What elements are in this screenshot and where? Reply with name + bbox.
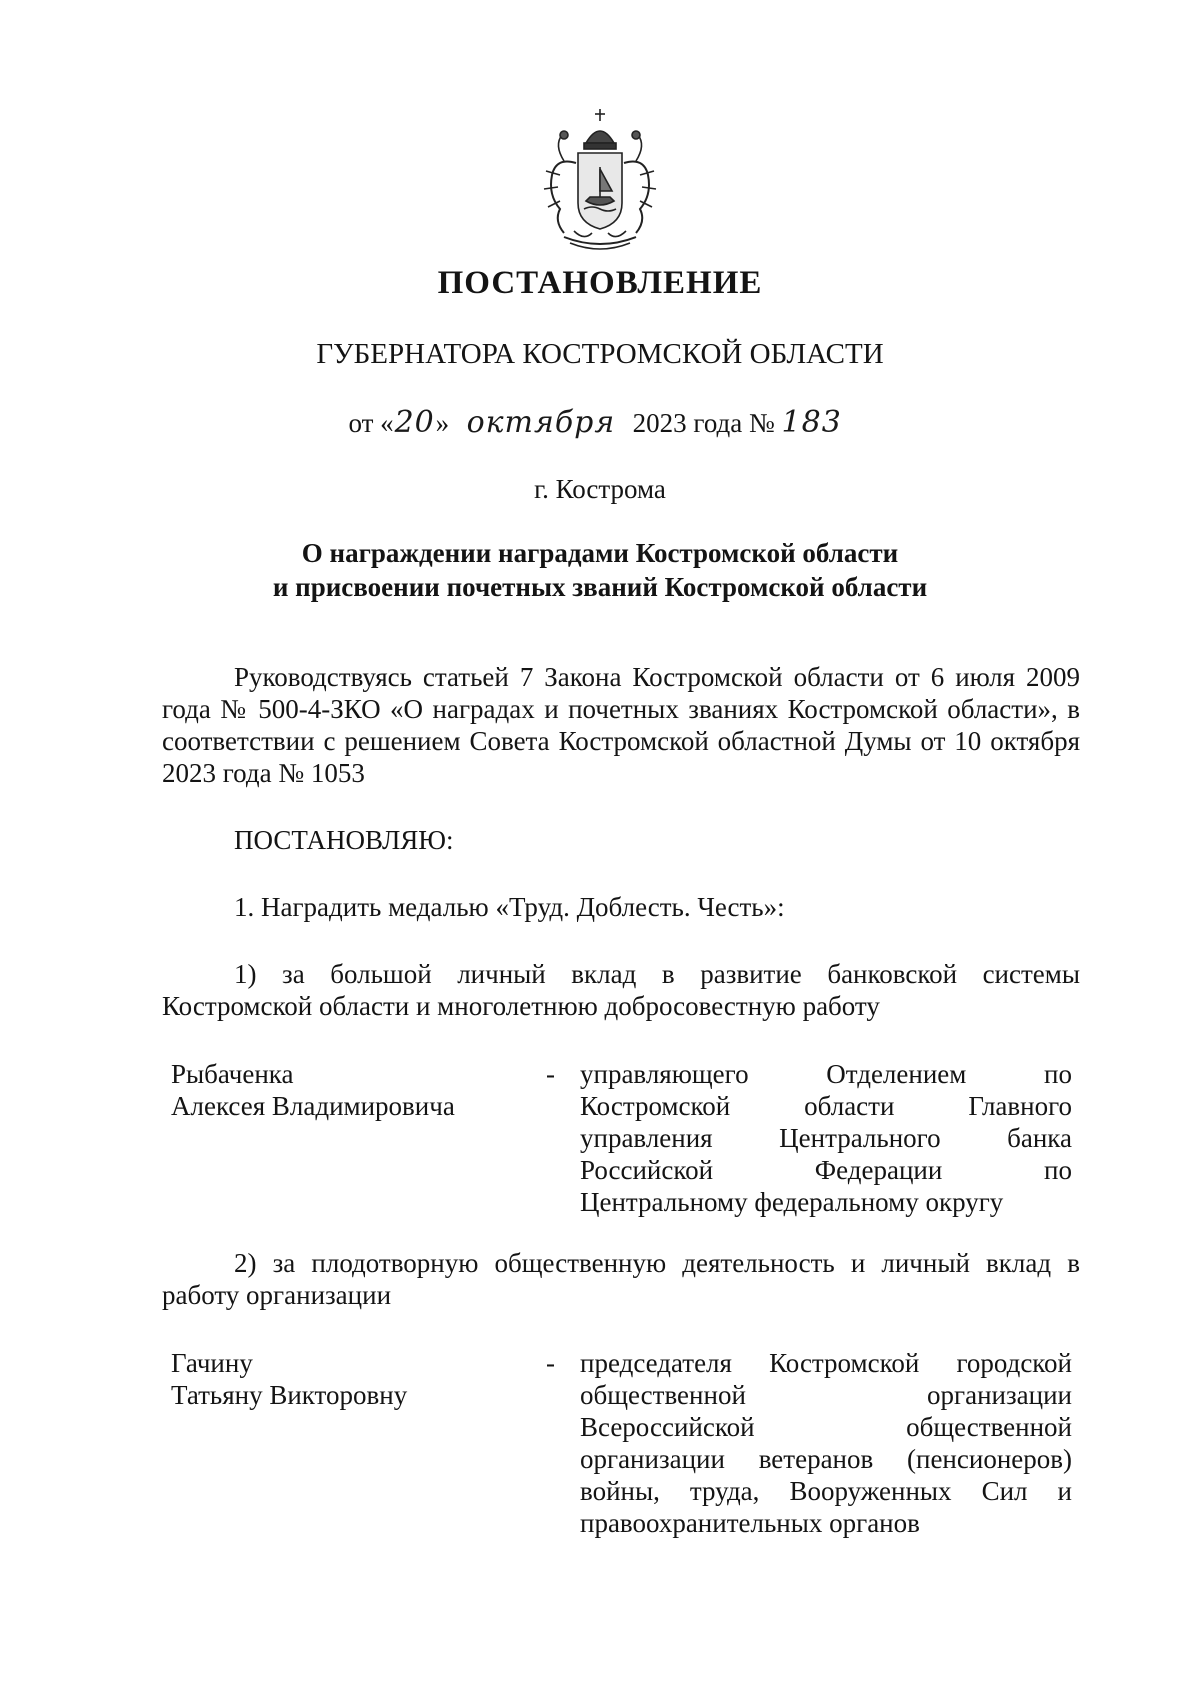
person-2-position-line: войны, труда, Вооруженных Сил и [580, 1476, 1072, 1506]
coat-of-arms-emblem [534, 105, 666, 255]
person-1-name [171, 1058, 501, 1122]
subitem-2: 2) за плодотворную общественную деятельность и личный вклад в работу организации [162, 1248, 1080, 1310]
person-1-position-line: управляющего Отделением по [580, 1059, 1072, 1089]
person-1-position-line: управления Центрального банка [580, 1123, 1072, 1153]
person-1-position-line: Центральному федеральному округу [580, 1187, 1004, 1217]
person-2-position [580, 1347, 1072, 1539]
person-2-position-line: организации ветеранов (пенсионеров) [580, 1444, 1072, 1474]
person-2-dash: - [546, 1348, 555, 1378]
person-1-position-line: Российской Федерации по [580, 1155, 1072, 1185]
document-title: ПОСТАНОВЛЕНИЕ [437, 265, 763, 301]
issuer-line: ГУБЕРНАТОРА КОСТРОМСКОЙ ОБЛАСТИ [316, 338, 884, 370]
decree-word: ПОСТАНОВЛЯЮ: [234, 825, 454, 855]
person-1-position-line: Костромской области Главного [580, 1091, 1072, 1121]
heading-line-2: и присвоении почетных званий Костромской области [272, 572, 928, 602]
person-1-position [580, 1058, 1072, 1218]
person-1-dash: - [546, 1059, 555, 1089]
city-line: г. Кострома [534, 474, 666, 504]
date-line [0, 405, 1200, 440]
person-2-position-line: председателя Костромской городской [580, 1348, 1072, 1378]
person-2-surname: Гачину [171, 1348, 253, 1378]
person-1-given: Алексея Владимировича [171, 1091, 455, 1121]
person-2-position-line: общественной организации [580, 1380, 1072, 1410]
heading-line-1: О награждении наградами Костромской области [301, 538, 899, 568]
handwritten-number: 183 [781, 405, 842, 440]
person-2-name [171, 1347, 501, 1411]
preamble-paragraph: Руководствуясь статьей 7 Закона Костромской области от 6 июля 2009 года № 500-4-ЗКО «О наградах и почетных званиях Костромской области», в соответствии с решением Совета Костромской областной Думы от 10 октября 2023 года № 1053 [162, 662, 1080, 788]
person-2-position-line: правоохранительных органов [580, 1508, 920, 1538]
handwritten-month: октября [466, 405, 616, 440]
date-prefix: от « [348, 408, 394, 438]
person-1-surname: Рыбаченка [171, 1059, 294, 1089]
person-2-position-line: Всероссийской общественной [580, 1412, 1072, 1442]
handwritten-day: 20 [394, 405, 435, 440]
subitem-1: 1) за большой личный вклад в развитие банковской системы Костромской области и многолетнюю добросовестную работу [162, 959, 1080, 1021]
document-heading [0, 536, 1200, 604]
item-1: 1. Наградить медалью «Труд. Доблесть. Честь»: [234, 892, 785, 922]
person-2-given: Татьяну Викторовну [171, 1380, 408, 1410]
date-separator: » [435, 408, 450, 438]
date-year-text: 2023 года № [632, 408, 775, 438]
